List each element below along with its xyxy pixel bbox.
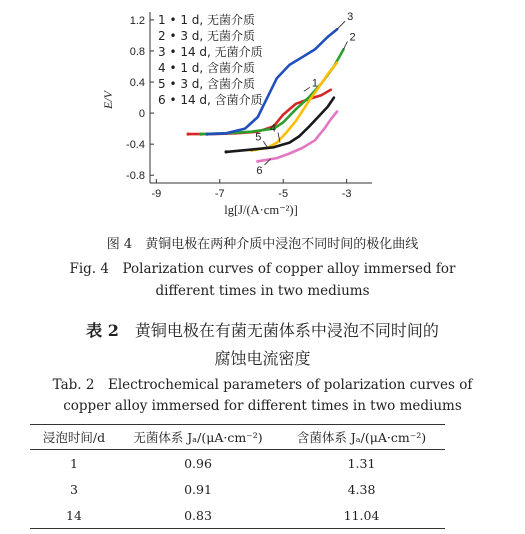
table-row <box>30 502 445 529</box>
x-tick-label: -5 <box>278 188 289 200</box>
series-marker-3 <box>206 133 209 136</box>
figure-caption-cn: 图 4 黄铜电极在两种介质中浸泡不同时间的极化曲线 <box>106 237 419 252</box>
figure-caption-en-line1: Fig. 4 Polarization curves of copper alloy immersed for <box>69 261 456 277</box>
series-marker-1 <box>187 133 190 136</box>
legend-item-4: 4 • 1 d, 含菌介质 <box>158 61 256 75</box>
table-cell: 0.83 <box>118 502 278 529</box>
x-axis-title: lg[J/(A·cm⁻²)] <box>224 203 298 217</box>
curve-label-leader <box>263 141 267 147</box>
legend-item-5: 5 • 3 d, 含菌介质 <box>158 77 256 91</box>
y-axis-title: E/V <box>101 91 115 109</box>
x-tick-label: -9 <box>151 188 162 200</box>
y-tick-label: -0.8 <box>126 170 145 183</box>
curve-label-leader <box>304 87 310 91</box>
legend-item-3: 3 • 14 d, 无菌介质 <box>158 45 263 59</box>
x-tick-label: -7 <box>214 188 225 200</box>
y-tick-label: -0.4 <box>126 139 145 152</box>
y-tick-label: 0.8 <box>129 45 145 58</box>
y-tick-label: 0.4 <box>129 77 145 90</box>
table-cell: 14 <box>30 502 118 529</box>
figure-caption-en-line2: different times in two mediums <box>155 283 370 299</box>
y-tick-label: 0 <box>138 108 145 121</box>
series-marker-6 <box>256 160 259 163</box>
legend-item-1: 1 • 1 d, 无菌介质 <box>158 13 256 27</box>
legend-item-2: 2 • 3 d, 无菌介质 <box>158 29 256 43</box>
curve-label-2: 2 <box>349 31 356 44</box>
table-caption-en-line2: copper alloy immersed for different times in two mediums <box>63 398 462 414</box>
table-title-cn-line2: 腐蚀电流密度 <box>214 349 311 368</box>
curve-label-3: 3 <box>347 11 354 24</box>
curve-label-leader <box>343 41 347 49</box>
table-cell: 1.31 <box>347 455 376 471</box>
series-marker-5 <box>225 150 228 153</box>
curve-label-1: 1 <box>311 77 318 90</box>
table-label: 表 2 <box>86 321 119 340</box>
table-cell: 1 <box>70 455 78 471</box>
table-header-row <box>30 425 445 450</box>
table-title-cn-line1 <box>0 318 525 341</box>
table-cell: 0.91 <box>184 481 212 497</box>
series-marker-2 <box>199 133 202 136</box>
curve-label-6: 6 <box>256 164 263 177</box>
table-caption-en-line1: Tab. 2 Electrochemical parameters of polarization curves of <box>52 377 473 393</box>
y-tick-label: 1.2 <box>129 14 145 27</box>
corrosion-current-table <box>30 424 445 529</box>
table-row <box>30 476 445 502</box>
table-header-bacterial: 含菌体系 Jₐ/(μA·cm⁻²) <box>278 425 445 450</box>
table-header-sterile: 无菌体系 Jₐ/(μA·cm⁻²) <box>118 425 278 450</box>
curve-label-5: 5 <box>255 131 262 144</box>
curve-label-leader <box>337 21 345 29</box>
x-tick-label: -3 <box>341 188 352 200</box>
table-row <box>30 450 445 477</box>
legend-item-6: 6 • 14 d, 含菌介质 <box>158 93 263 107</box>
table-cell: 0.96 <box>184 455 212 471</box>
table-header-immersion-time: 浸泡时间/d <box>30 425 118 450</box>
polarization-chart <box>0 0 525 230</box>
table-cell: 11.04 <box>278 502 445 529</box>
table-cell: 4.38 <box>347 481 376 497</box>
table-cell: 3 <box>70 481 78 497</box>
table-title-cn-text: 黄铜电极在有菌无菌体系中浸泡不同时间的 <box>134 321 439 340</box>
curve-label-4: 4 <box>269 122 277 135</box>
